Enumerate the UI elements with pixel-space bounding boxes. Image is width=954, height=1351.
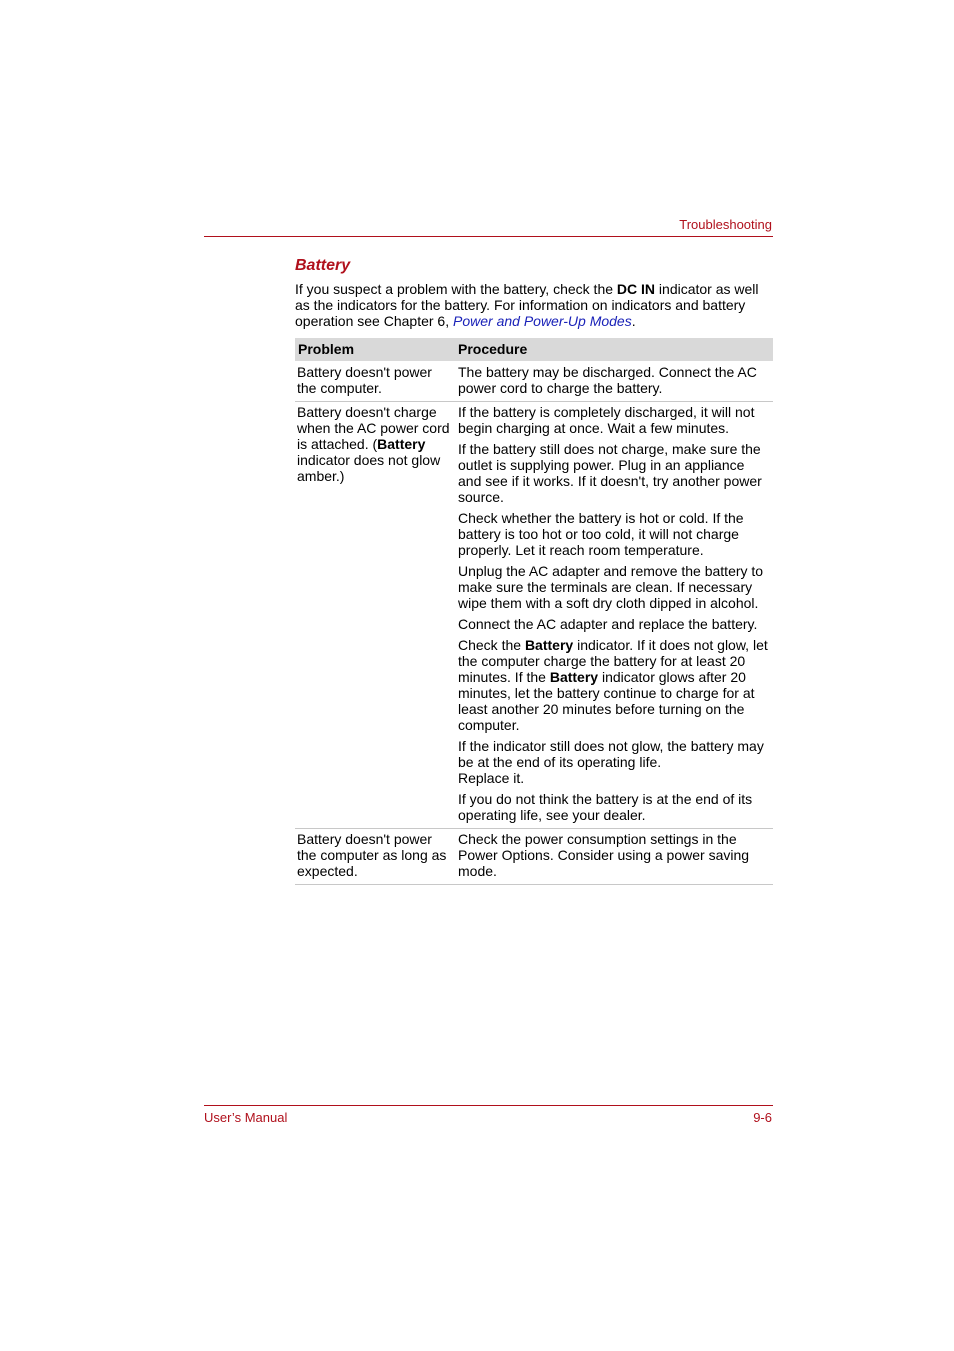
intro-text-3: .: [631, 313, 636, 329]
problem-bold-battery: Battery: [377, 436, 426, 452]
table-row: [295, 829, 773, 885]
check-text-3: indicator glows after 20 minutes, let the battery continue to charge for at least another 20 minutes before turning on the computer.: [458, 669, 755, 733]
running-header: Troubleshooting: [679, 217, 772, 232]
chapter-reference-link[interactable]: Power and Power-Up Modes: [453, 313, 632, 329]
procedure-paragraph-check-indicator: [458, 637, 771, 733]
procedure-paragraph: The battery may be discharged. Connect the AC power cord to charge the battery.: [458, 364, 757, 396]
check-bold-battery-1: Battery: [524, 637, 574, 653]
column-header-problem: Problem: [295, 338, 454, 361]
footer-page-number: 9-6: [753, 1110, 772, 1125]
problem-cell: Battery doesn't power the computer as long as expected.: [295, 829, 454, 885]
procedure-cell: [454, 361, 773, 402]
procedure-paragraph: Check whether the battery is hot or cold. If the battery is too hot or too cold, it will not charge properly. Let it reach room temperature.: [458, 510, 744, 558]
problem-text-2: indicator does not glow amber.): [297, 452, 441, 484]
table-row: [295, 361, 773, 402]
procedure-paragraph: Unplug the AC adapter and remove the battery to make sure the terminals are clean. If necessary wipe them with a soft dry cloth dipped in alcohol.: [458, 563, 764, 611]
table-header-row: [295, 338, 773, 361]
column-header-procedure: Procedure: [454, 338, 773, 361]
replace-text-1: If the indicator still does not glow, the battery may be at the end of its operating life.: [458, 738, 764, 770]
procedure-cell: [454, 829, 773, 885]
intro-text-2: indicator as well as the indicators for the battery. For information on indicators and battery operation see Chapter 6,: [295, 281, 759, 329]
procedure-paragraph: Check the power consumption settings in the Power Options. Consider using a power saving mode.: [458, 831, 750, 879]
check-text-1: Check the: [458, 637, 525, 653]
troubleshooting-table: [295, 338, 773, 885]
table-row: [295, 402, 773, 829]
procedure-cell: [454, 402, 773, 829]
problem-cell: Battery doesn't power the computer.: [295, 361, 454, 402]
intro-text-1: If you suspect a problem with the battery, check the: [295, 281, 617, 297]
header-rule: [204, 236, 773, 237]
procedure-paragraph: If the battery is completely discharged, it will not begin charging at once. Wait a few minutes.: [458, 404, 755, 436]
replace-text-2: Replace it.: [458, 770, 525, 786]
procedure-paragraph: Connect the AC adapter and replace the battery.: [458, 616, 758, 632]
intro-paragraph: [295, 281, 773, 329]
footer-manual-title: User’s Manual: [204, 1110, 288, 1125]
section-title: Battery: [295, 257, 351, 274]
problem-text-1: Battery doesn't charge when the AC power cord is attached. (: [297, 404, 450, 452]
footer-rule: [204, 1105, 773, 1106]
procedure-paragraph: If the battery still does not charge, make sure the outlet is supplying power. Plug in an appliance and see if it works. If it doesn't, try another power source.: [458, 441, 762, 505]
check-text-2: indicator. If it does not glow, let the computer charge the battery for at least 20 minutes. If the: [458, 637, 768, 685]
problem-cell: [295, 402, 454, 829]
procedure-paragraph-replace: [458, 738, 771, 786]
intro-bold-dcin: DC IN: [616, 281, 656, 297]
procedure-paragraph: If you do not think the battery is at the end of its operating life, see your dealer.: [458, 791, 753, 823]
check-bold-battery-2: Battery: [549, 669, 599, 685]
